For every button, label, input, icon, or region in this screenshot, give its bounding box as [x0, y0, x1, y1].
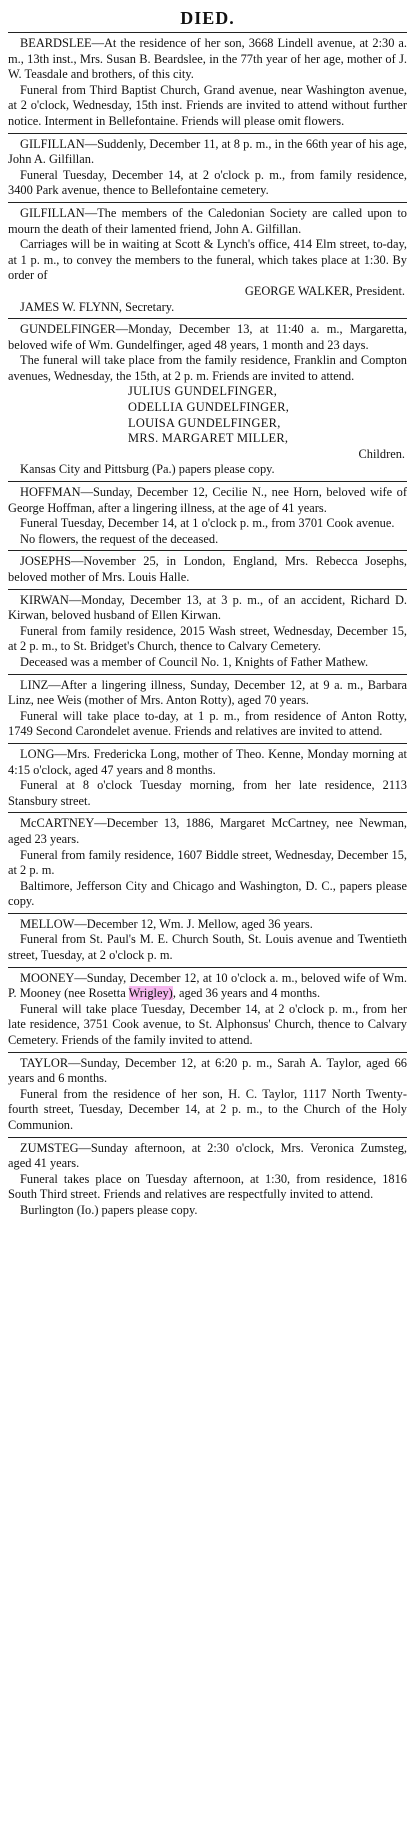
death-notice-zumsteg — [8, 1141, 407, 1219]
notice-paragraph: Funeral at 8 o'clock Tuesday morning, from her late residence, 2113 Stansbury street. — [8, 778, 407, 808]
notice-paragraph: Funeral takes place on Tuesday afternoon, at 1:30, from residence, 1816 South Third street. Friends and relatives are respectfully invited to attend. — [8, 1171, 407, 1202]
death-notice-taylor — [8, 1056, 407, 1134]
death-notice-mccartney — [8, 816, 407, 910]
notice-divider — [8, 812, 407, 813]
death-notice-gilfillan — [8, 137, 407, 199]
notice-paragraph: Baltimore, Jefferson City and Chicago and Washington, D. C., papers please copy. — [8, 878, 407, 909]
notice-paragraph: Carriages will be in waiting at Scott & Lynch's office, 414 Elm street, to-day, at 1 p. m., to convey the members to the funeral, which takes place at 1:30. By order of — [8, 237, 407, 283]
notice-divider — [8, 481, 407, 482]
society-notice-gilfillan — [8, 206, 407, 315]
notice-divider — [8, 202, 407, 203]
signers-relation: Children. — [358, 446, 405, 461]
death-notice-josephs — [8, 554, 407, 585]
notice-closing: Kansas City and Pittsburg (Pa.) papers please copy. — [20, 462, 275, 477]
death-notice-gundelfinger — [8, 322, 407, 478]
notice-paragraph: Funeral from family residence, 1607 Biddle street, Wednesday, December 15, at 2 p. m. — [8, 847, 407, 878]
signer-name: ODELLIA GUNDELFINGER, — [128, 400, 290, 415]
notice-paragraph: LONG—Mrs. Fredericka Long, mother of Theo. Kenne, Monday morning at 4:15 o'clock, aged 47 years and 8 months. — [8, 746, 407, 777]
secretary-signature: JAMES W. FLYNN, Secretary. — [20, 299, 175, 314]
death-notice-linz — [8, 678, 407, 740]
notice-paragraph: McCARTNEY—December 13, 1886, Margaret McCartney, nee Newman, aged 23 years. — [8, 816, 407, 846]
notice-paragraph: Burlington (Io.) papers please copy. — [20, 1202, 198, 1217]
notice-divider — [8, 318, 407, 319]
notice-paragraph: Funeral Tuesday, December 14, at 2 o'clock p. m., from family residence, 3400 Park avenue, thence to Bellefontaine cemetery. — [8, 167, 407, 198]
notice-divider — [8, 743, 407, 744]
notice-paragraph: Funeral from family residence, 2015 Wash street, Wednesday, December 15, at 2 p. m., to St. Bridget's Church, thence to Calvary Cemetery. — [8, 623, 407, 654]
notice-paragraph: HOFFMAN—Sunday, December 12, Cecilie N., nee Horn, beloved wife of George Hoffman, after a lingering illness, at the age of 41 years. — [8, 485, 407, 515]
notice-intro-text: MOONEY—Sunday, December 12, at 10 o'clock a. m., beloved wife of Wm. P. Mooney (nee Rosetta — [8, 970, 407, 1001]
death-notice-hoffman — [8, 485, 407, 547]
notice-intro-text: , aged 36 years and 4 months. — [172, 986, 321, 1001]
notice-divider — [8, 1052, 407, 1053]
notice-paragraph: MELLOW—December 12, Wm. J. Mellow, aged 36 years. — [20, 916, 313, 931]
notice-paragraph: JOSEPHS—November 25, in London, England, Mrs. Rebecca Josephs, beloved mother of Mrs. Louis Halle. — [8, 554, 407, 584]
notice-divider — [8, 967, 407, 968]
heading-rule — [8, 32, 407, 33]
notice-paragraph: BEARDSLEE—At the residence of her son, 3668 Lindell avenue, at 2:30 a. m., 13th inst., Mrs. Susan B. Beardslee, in the 77th year of her age, mother of J. W. Teasdale and brothers, of this city. — [8, 36, 407, 82]
notice-paragraph: The funeral will take place from the family residence, Franklin and Compton avenues, Wednesday, the 15th, at 2 p. m. Friends are invited to attend. — [8, 353, 407, 383]
signers-block — [8, 384, 407, 462]
notice-paragraph: ZUMSTEG—Sunday afternoon, at 2:30 o'clock, Mrs. Veronica Zumsteg, aged 41 years. — [8, 1140, 407, 1171]
signer-name: JULIUS GUNDELFINGER, — [128, 384, 278, 399]
section-heading: DIED. — [180, 8, 235, 28]
notice-paragraph: Deceased was a member of Council No. 1, Knights of Father Mathew. — [20, 654, 369, 669]
notice-paragraph: No flowers, the request of the deceased. — [20, 531, 219, 546]
notice-divider — [8, 674, 407, 675]
notice-paragraph — [8, 971, 407, 1002]
signer-name: MRS. MARGARET MILLER, — [128, 431, 289, 446]
notice-paragraph: TAYLOR—Sunday, December 12, at 6:20 p. m., Sarah A. Taylor, aged 66 years and 6 months. — [8, 1055, 407, 1086]
notice-paragraph: Funeral from the residence of her son, H. C. Taylor, 1117 North Twenty-fourth street, Tuesday, December 14, at 2 p. m., to the Church of the Holy Communion. — [8, 1086, 407, 1132]
notice-paragraph: LINZ—After a lingering illness, Sunday, December 12, at 9 a. m., Barbara Linz, nee Weis (mother of Mrs. Anton Rotty), aged 70 years. — [8, 677, 407, 708]
notice-paragraph: GILFILLAN—Suddenly, December 11, at 8 p. m., in the 66th year of his age, John A. Gilfillan. — [8, 136, 407, 167]
death-notice-beardslee — [8, 36, 407, 130]
death-notice-long — [8, 747, 407, 809]
notice-paragraph: Funeral from St. Paul's M. E. Church South, St. Louis avenue and Twentieth street, Tuesday, at 2 o'clock p. m. — [8, 932, 407, 963]
notice-divider — [8, 913, 407, 914]
notice-divider — [8, 550, 407, 551]
death-notice-mellow — [8, 917, 407, 964]
notice-divider — [8, 1137, 407, 1138]
notice-paragraph: GUNDELFINGER—Monday, December 13, at 11:40 a. m., Margaretta, beloved wife of Wm. Gundelfinger, aged 48 years, 1 month and 23 days. — [8, 322, 407, 352]
death-notice-kirwan — [8, 593, 407, 671]
notice-divider — [8, 133, 407, 134]
notice-paragraph: KIRWAN—Monday, December 13, at 3 p. m., of an accident, Richard D. Kirwan, beloved husband of Ellen Kirwan. — [8, 592, 407, 623]
notice-paragraph: Funeral will take place to-day, at 1 p. m., from residence of Anton Rotty, 1749 Second Carondelet avenue. Friends and relatives are invited to attend. — [8, 708, 407, 739]
highlighted-name: Wrigley) — [128, 986, 173, 1001]
president-signature: GEORGE WALKER, President. — [244, 283, 405, 298]
signer-name: LOUISA GUNDELFINGER, — [128, 415, 281, 430]
notice-paragraph: GILFILLAN—The members of the Caledonian Society are called upon to mourn the death of their lamented friend, John A. Gilfillan. — [8, 205, 407, 236]
notice-divider — [8, 589, 407, 590]
notice-paragraph: Funeral will take place Tuesday, December 14, at 2 o'clock p. m., from her late residence, 3751 Cook avenue, to St. Alphonsus' Church, thence to Calvary Cemetery. Friends of the family invited to attend. — [8, 1001, 407, 1048]
death-notice-mooney — [8, 971, 407, 1049]
notice-paragraph: Funeral from Third Baptist Church, Grand avenue, near Washington avenue, at 2 o'clock, Wednesday, 15th inst. Friends are invited to attend without further notice. Interment in Bellefontaine. Friends will please omit flowers. — [8, 82, 407, 128]
notice-paragraph: Funeral Tuesday, December 14, at 1 o'clock p. m., from 3701 Cook avenue. — [20, 516, 395, 531]
